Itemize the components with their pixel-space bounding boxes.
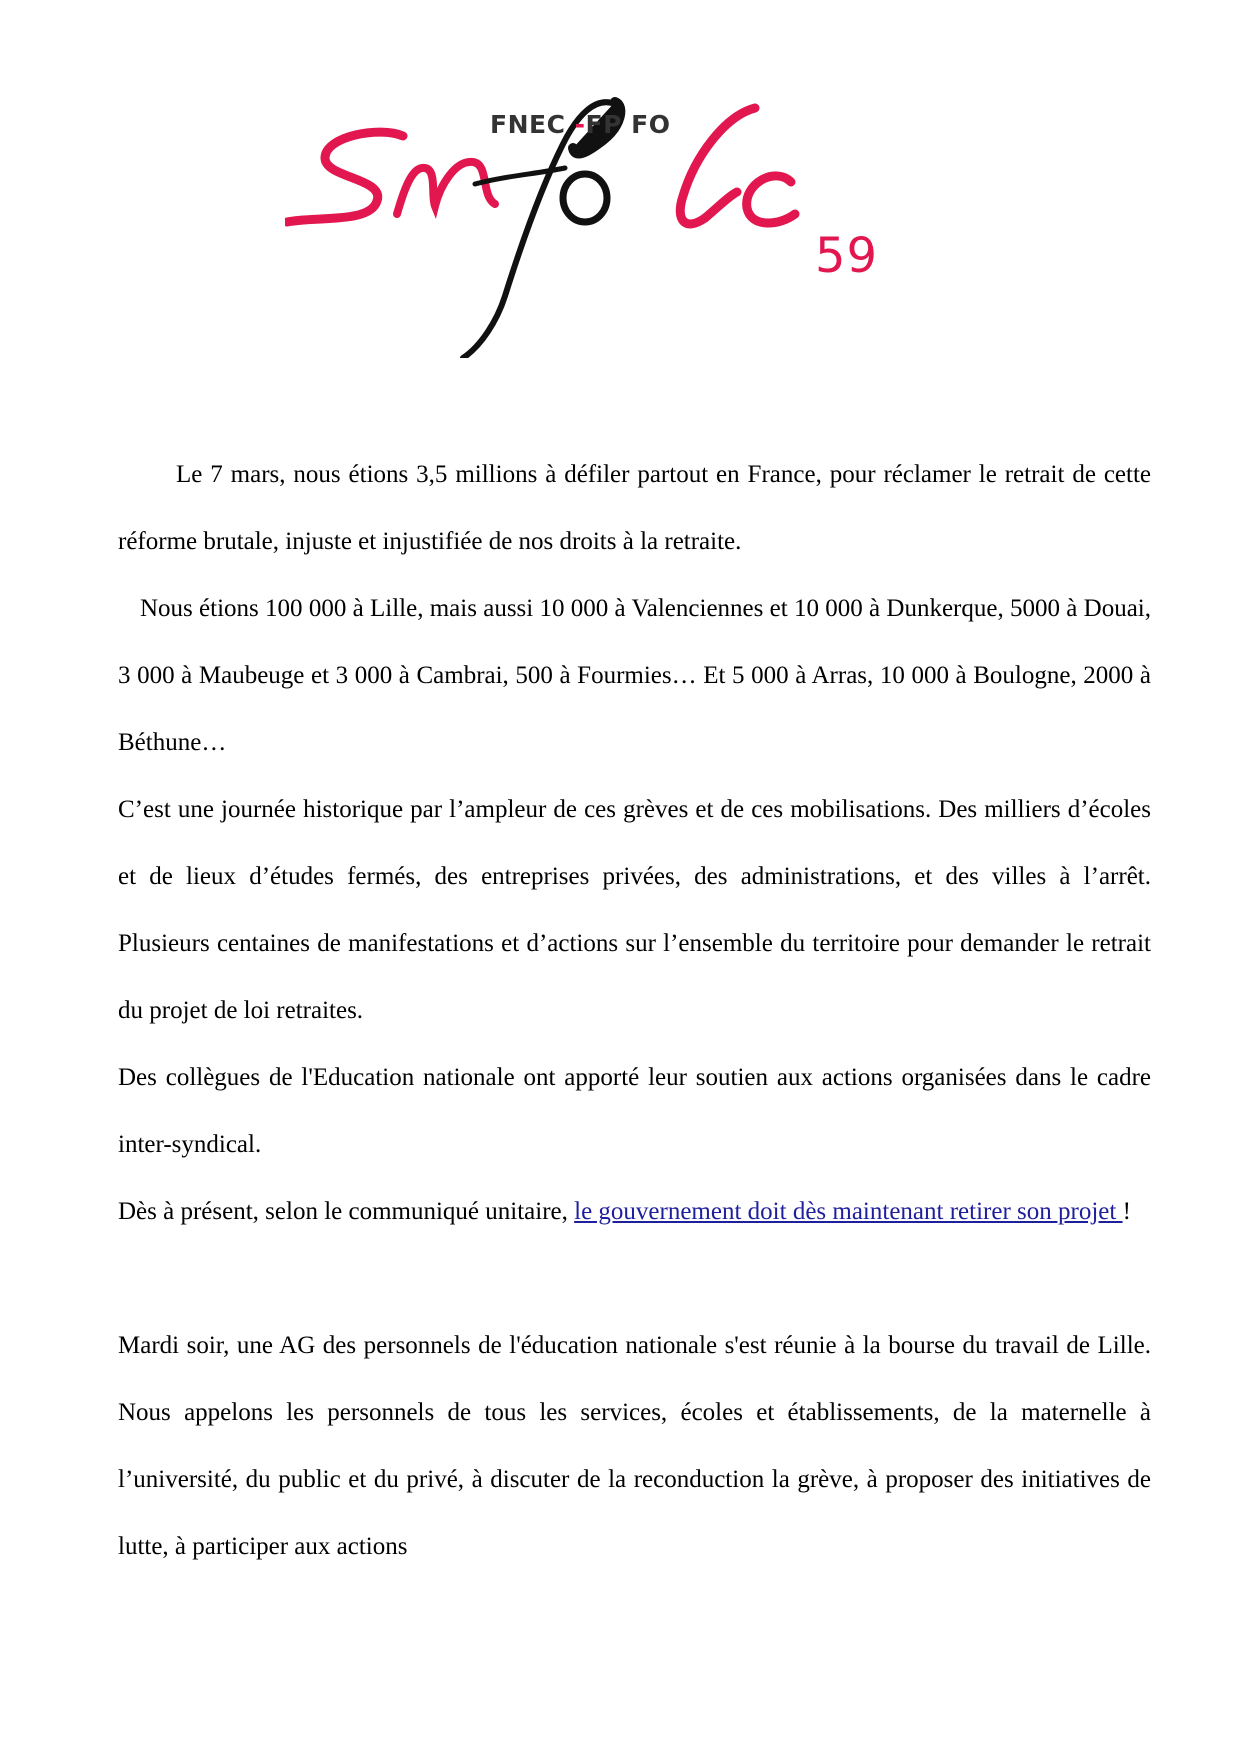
logo-header-fpfo: FP FO bbox=[585, 110, 671, 139]
paragraph-city-figures: Nous étions 100 000 à Lille, mais aussi 10 000 à Valenciennes et 10 000 à Dunkerque, 5000 à Douai, 3 000 à Maubeuge et 3 000 à Cambrai, 500 à Fourmies… Et 5 000 à Arras, 10 000 à Boulogne, 2000 à Béthune… bbox=[118, 595, 1151, 756]
communique-exclamation: ! bbox=[1122, 1198, 1131, 1225]
communique-link[interactable]: le gouvernement doit dès maintenant retirer son projet bbox=[574, 1198, 1123, 1225]
paragraph-march-7: Le 7 mars, nous étions 3,5 millions à défiler partout en France, pour réclamer le retrait de cette réforme brutale, injuste et injustifiée de nos droits à la retraite. bbox=[118, 461, 1151, 555]
snfolc-59-logo bbox=[285, 96, 905, 358]
paragraph-historic-day: C’est une journée historique par l’ampleur de ces grèves et de ces mobilisations. Des milliers d’écoles et de lieux d’études fermés, des entreprises privées, des administrations, et des villes à l’arrêt. Plusieurs centaines de manifestations et d’actions sur l’ensemble du territoire pour demander le retrait du projet de loi retraites. bbox=[118, 796, 1151, 1024]
communique-text: Dès à présent, selon le communiqué unitaire, bbox=[118, 1198, 575, 1225]
paragraph-spacer bbox=[118, 1245, 1151, 1312]
paragraph-colleagues: Des collègues de l'Education nationale ont apporté leur soutien aux actions organisées dans le cadre inter-syndical. bbox=[118, 1064, 1151, 1158]
logo-header-fnec: FNEC bbox=[490, 110, 566, 139]
paragraph-communique bbox=[118, 1178, 1151, 1245]
logo-header-dash: - bbox=[565, 110, 586, 139]
article-body bbox=[118, 441, 1151, 1580]
logo-number-59: 59 bbox=[815, 228, 879, 284]
logo-header-text bbox=[490, 110, 670, 139]
paragraph-ag-lille: Mardi soir, une AG des personnels de l'éducation nationale s'est réunie à la bourse du travail de Lille. Nous appelons les personnels de tous les services, écoles et établissements, de la maternelle à l’université, du public et du privé, à discuter de la reconduction la grève, à proposer des initiatives de lutte, à participer aux actions bbox=[118, 1332, 1151, 1560]
